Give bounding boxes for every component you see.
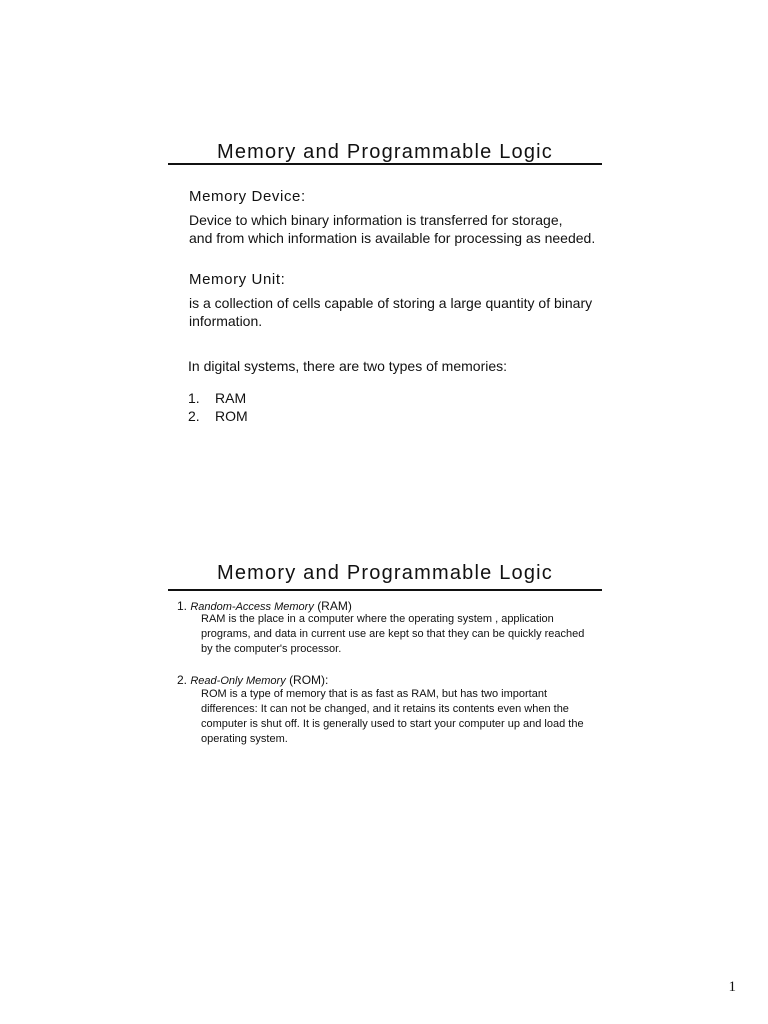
ram-description (201, 612, 584, 657)
memory-type-item (188, 390, 246, 406)
definition-line: and from which information is available for processing as needed. (189, 230, 596, 246)
rom-description (201, 687, 584, 747)
memory-type-item (188, 408, 248, 424)
definition-line: is a collection of cells capable of storing a large quantity of binary (189, 295, 593, 311)
memory-unit-heading: Memory Unit: (189, 271, 286, 288)
list-number: 1. (188, 390, 200, 406)
ram-term: Random-Access Memory (190, 601, 314, 613)
definition-line: information. (189, 313, 263, 329)
page-number: 1 (728, 979, 736, 995)
slide-2-title: Memory and Programmable Logic (216, 562, 554, 584)
rom-heading (177, 673, 328, 687)
ram-heading (177, 599, 352, 613)
rom-term: Read-Only Memory (190, 675, 286, 687)
rom-abbreviation: (ROM): (289, 673, 329, 687)
list-label: ROM (215, 408, 248, 424)
description-line: programs, and data in current use are kept so that they can be quickly reached (201, 628, 585, 640)
memory-types-intro: In digital systems, there are two types of memories: (188, 358, 508, 374)
description-line: computer is shut off. It is generally used to start your computer up and load the (201, 718, 584, 730)
description-line: by the computer's processor. (201, 643, 342, 655)
memory-device-definition (189, 211, 595, 247)
slide-2-title-rule (168, 589, 602, 591)
list-number: 2. (188, 408, 200, 424)
item-number: 2. (177, 673, 188, 687)
description-line: ROM is a type of memory that is as fast as RAM, but has two important (201, 688, 548, 700)
memory-device-heading: Memory Device: (189, 188, 306, 205)
list-label: RAM (215, 390, 247, 406)
definition-line: Device to which binary information is transferred for storage, (189, 212, 563, 228)
slide-1-title-rule (168, 163, 602, 165)
description-line: RAM is the place in a computer where the operating system , application (201, 613, 554, 625)
description-line: operating system. (201, 733, 288, 745)
item-number: 1. (177, 599, 188, 613)
description-line: differences: It can not be changed, and it retains its contents even when the (201, 703, 569, 715)
slide-1-title: Memory and Programmable Logic (216, 141, 554, 163)
ram-abbreviation: (RAM) (317, 599, 352, 613)
memory-unit-definition (189, 294, 592, 330)
